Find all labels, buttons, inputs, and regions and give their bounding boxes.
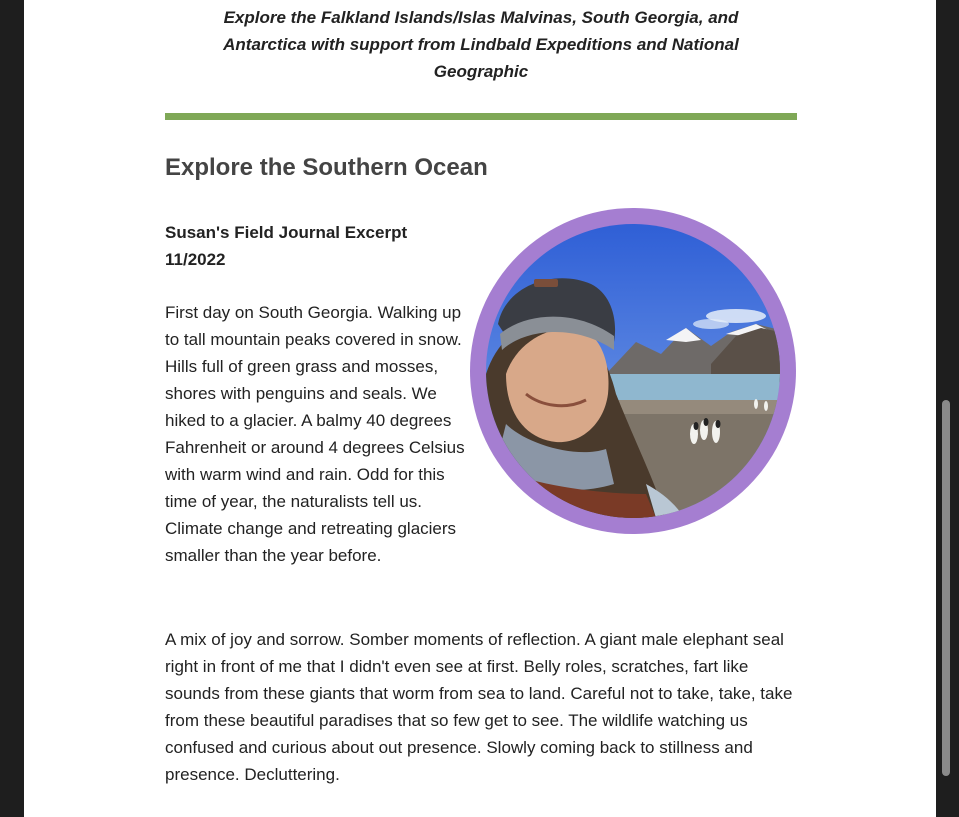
selfie-image — [486, 224, 780, 518]
section-divider — [165, 113, 797, 120]
email-content — [24, 0, 936, 817]
journal-paragraph-2: A mix of joy and sorrow. Somber moments of reflection. A giant male elephant seal right in front of me that I didn't even see at first. Belly roles, scratches, fart like sounds from these giants that worm from sea to land. Careful not to take, take, take from these beautiful paradises that so few get to see. The wildlife watching us confused and curious about out presence. Slowly coming back to stillness and presence. Decluttering. — [165, 630, 793, 784]
intro-text: Explore the Falkland Islands/Islas Malvinas, South Georgia, and Antarctica with support from Lindbald Expeditions and National Geographic — [223, 8, 739, 81]
journal-title: Susan's Field Journal Excerpt — [165, 223, 408, 242]
section-heading: Explore the Southern Ocean — [165, 154, 488, 181]
journal-paragraph-1: First day on South Georgia. Walking up to tall mountain peaks covered in snow. Hills full of green grass and mosses, shores with penguins and seals. We hiked to a glacier. A balmy 40 degrees Fahrenheit or around 4 degrees Celsius with warm wind and rain. Odd for this time of year, the naturalists tell us. Climate change and retreating glaciers smaller than the year before. — [165, 303, 465, 565]
journal-date: 11/2022 — [165, 250, 226, 269]
profile-photo — [470, 208, 796, 534]
journal-title-block — [165, 219, 445, 273]
scrollbar-thumb[interactable] — [942, 400, 950, 776]
